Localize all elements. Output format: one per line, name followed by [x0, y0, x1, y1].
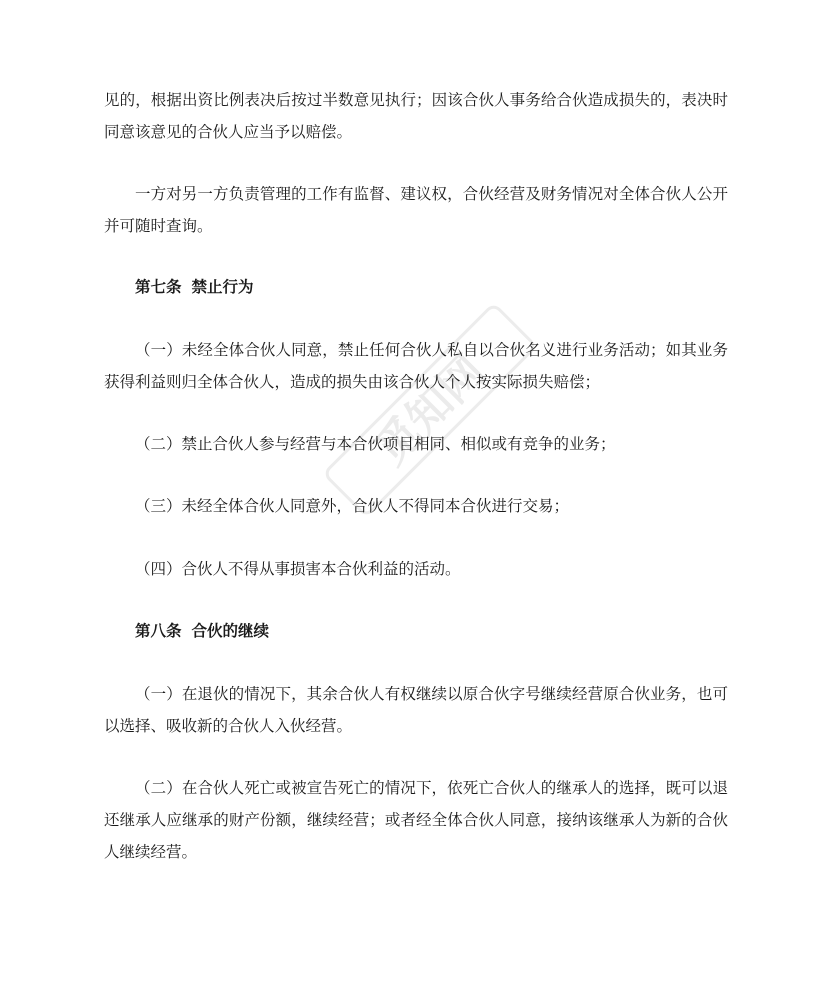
article-7-title: 禁止行为: [191, 278, 254, 296]
article-8-title: 合伙的继续: [191, 622, 270, 640]
article-8-item-2: （二）在合伙人死亡或被宣告死亡的情况下，依死亡合伙人的继承人的选择，既可以退还继承人应继承的财产份额，继续经营；或者经全体合伙人同意，接纳该继承人为新的合伙人继续经营。: [104, 779, 728, 861]
watermark-text: 觅知网: [365, 345, 496, 476]
paragraph-continuation: 见的，根据出资比例表决后按过半数意见执行；因该合伙人事务给合伙造成损失的，表决时同意该意见的合伙人应当予以赔偿。: [104, 91, 728, 141]
watermark-graphic: [232, 212, 628, 608]
article-8-heading: [135, 615, 269, 647]
article-7-item-1: （一）未经全体合伙人同意，禁止任何合伙人私自以合伙名义进行业务活动；如其业务获得利益则归全体合伙人，造成的损失由该合伙人个人按实际损失赔偿；: [104, 341, 728, 391]
article-8-number: 第八条: [135, 622, 182, 640]
article-7-item-2: （二）禁止合伙人参与经营与本合伙项目相同、相似或有竞争的业务；: [135, 435, 616, 453]
article-7-heading: [135, 271, 254, 303]
article-7-number: 第七条: [135, 278, 182, 296]
article-8-item-1: （一）在退伙的情况下，其余合伙人有权继续以原合伙字号继续经营原合伙业务，也可以选择、吸收新的合伙人入伙经营。: [104, 685, 728, 735]
article-7-item-4: （四）合伙人不得从事损害本合伙利益的活动。: [135, 560, 461, 578]
watermark-logo: [232, 212, 628, 608]
article-7-item-3: （三）未经全体合伙人同意外，合伙人不得同本合伙进行交易；: [135, 497, 570, 515]
paragraph-supervision: 一方对另一方负责管理的工作有监督、建议权，合伙经营及财务情况对全体合伙人公开并可随时查询。: [104, 185, 728, 235]
